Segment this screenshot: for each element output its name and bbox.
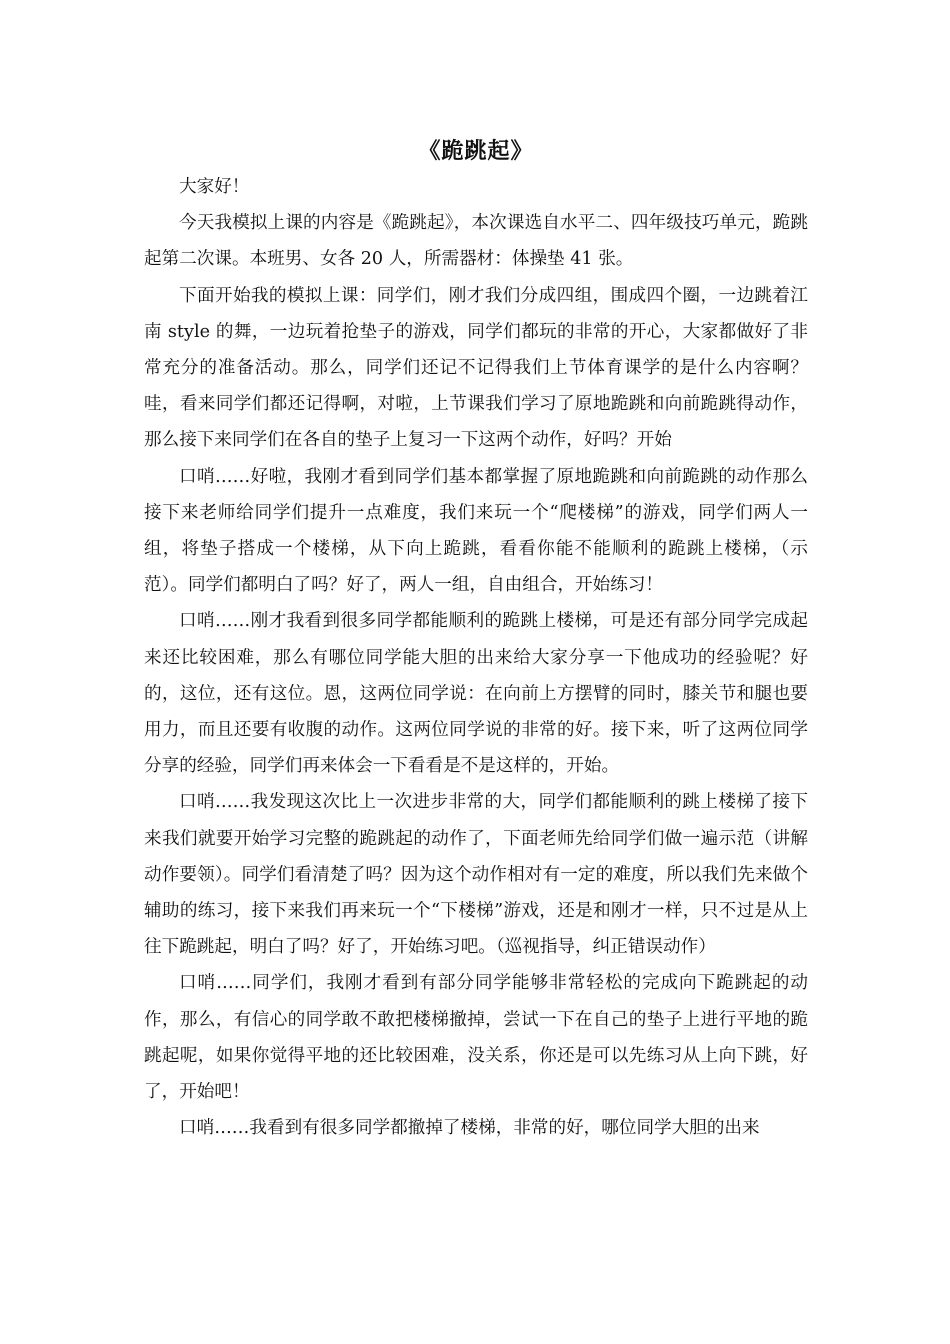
paragraph-full-movement: 口哨……我发现这次比上一次进步非常的大，同学们都能顺利的跳上楼梯了接下来我们就要开始学习完整的跪跳起的动作了，下面老师先给同学们做一遍示范（讲解动作要领）。同学们看清楚了吗？因为这个动作相对有一定的难度，所以我们先来做个辅助的练习，接下来我们再来玩一个“下楼梯”游戏，还是和刚才一样，只不过是从上往下跪跳起，明白了吗？好了，开始练习吧。（巡视指导，纠正错误动作） — [144, 792, 808, 958]
paragraph-continuation: 口哨……我看到有很多同学都撤掉了楼梯，非常的好，哪位同学大胆的出来 — [179, 1118, 760, 1139]
document-body — [144, 133, 808, 1146]
paragraph-greeting: 大家好！ — [179, 177, 250, 197]
document-title: 《跪跳起》 — [418, 138, 534, 164]
paragraph-climb-stairs: 口哨……好啦，我刚才看到同学们基本都掌握了原地跪跳和向前跪跳的动作那么接下来老师给同学们提升一点难度，我们来玩一个“爬楼梯”的游戏，同学们两人一组，将垫子搭成一个楼梯，从下向上跪跳，看看你能不能顺利的跪跳上楼梯，（示范）。同学们都明白了吗？好了，两人一组，自由组合，开始练习！ — [144, 466, 808, 596]
paragraph-warmup: 下面开始我的模拟上课：同学们，刚才我们分成四组，围成四个圈，一边跳着江南 style 的舞，一边玩着抢垫子的游戏，同学们都玩的非常的开心，大家都做好了非常充分的准备活动。那么，同学们还记不记得我们上节体育课学的是什么内容啊？哇，看来同学们都还记得啊，对啦，上节课我们学习了原地跪跳和向前跪跳得动作，那么接下来同学们在各自的垫子上复习一下这两个动作，好吗？开始 — [144, 285, 808, 451]
paragraph-share-experience: 口哨……刚才我看到很多同学都能顺利的跪跳上楼梯，可是还有部分同学完成起来还比较困难，那么有哪位同学能大胆的出来给大家分享一下他成功的经验呢？好的，这位，还有这位。恩，这两位同学说：在向前上方摆臂的同时，膝关节和腿也要用力，而且还要有收腹的动作。这两位同学说的非常的好。接下来，听了这两位同学分享的经验，同学们再来体会一下看看是不是这样的，开始。 — [144, 611, 808, 777]
paragraph-intro: 今天我模拟上课的内容是《跪跳起》，本次课选自水平二、四年级技巧单元，跪跳起第二次课。本班男、女各 20 人，所需器材：体操垫 41 张。 — [144, 213, 808, 270]
paragraph-flat-ground: 口哨……同学们，我刚才看到有部分同学能够非常轻松的完成向下跪跳起的动作，那么，有信心的同学敢不敢把楼梯撤掉，尝试一下在自己的垫子上进行平地的跪跳起呢，如果你觉得平地的还比较困难，没关系，你还是可以先练习从上向下跳，好了，开始吧！ — [144, 973, 808, 1103]
